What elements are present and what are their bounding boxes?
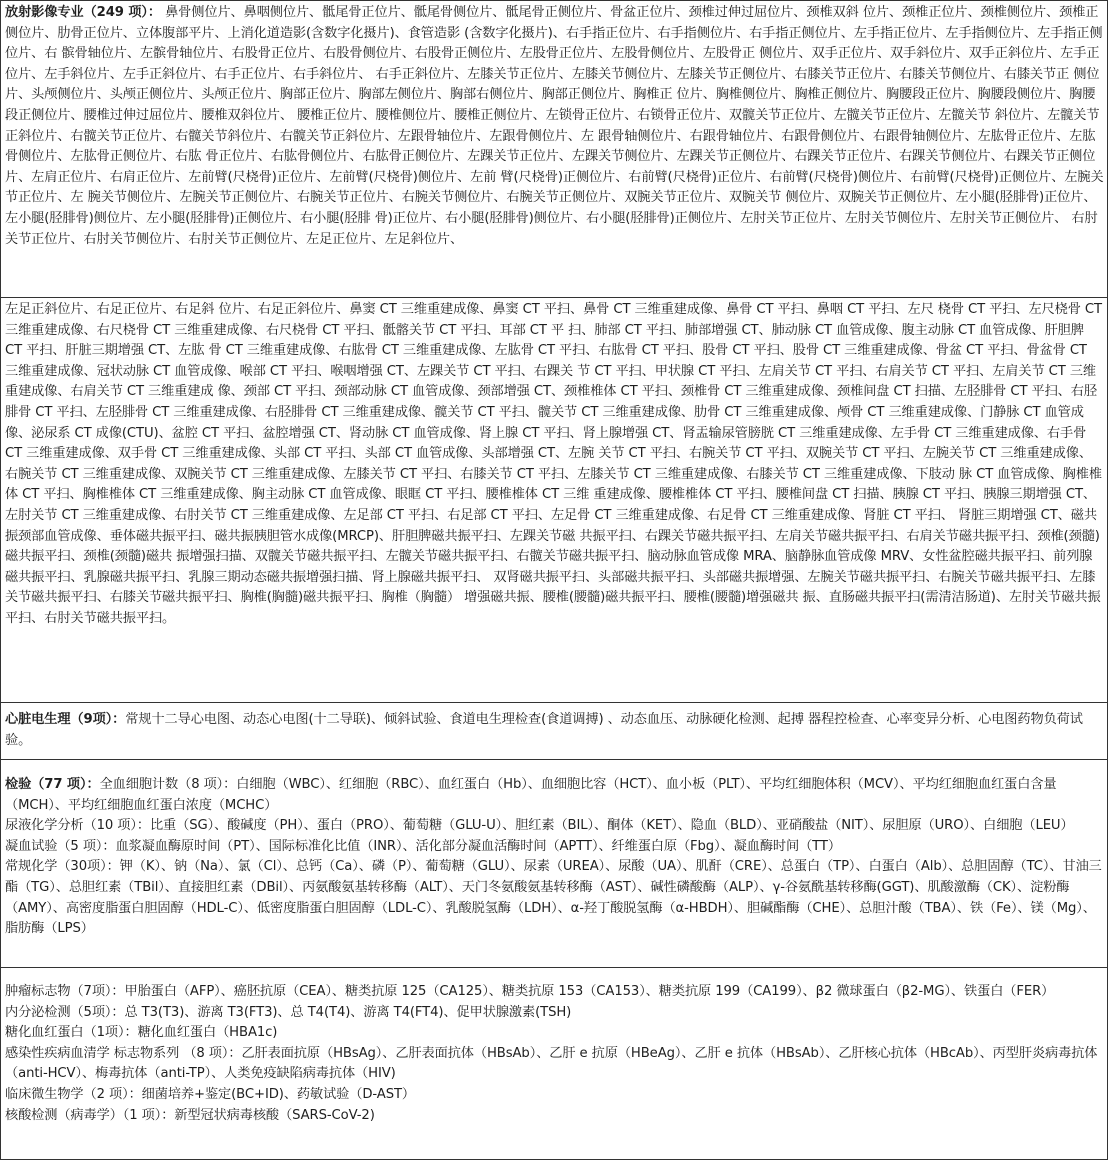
lab-section <box>0 759 1108 967</box>
lab-line-cbc <box>5 775 1104 816</box>
lab-line-coag: 凝血试验（5 项）：血浆凝血酶原时间（PT）、国际标准化比值（INR）、活化部分凝血活酶时间（APTT）、纤维蛋白原（Fbg）、凝血酶时间（TT） <box>5 838 841 854</box>
infection-serology-line: 感染性疾病血清学 标志物系列 （8 项）：乙肝表面抗原（HBsAg）、乙肝表面抗体（HBsAb）、乙肝 e 抗原（HBeAg）、乙肝 e 抗体（HBsAb）、乙肝核心抗体（HBcAb）、丙型肝炎病毒抗体（anti-HCV）、梅毒抗体（anti-TP）、人类免疫缺陷病毒抗体（HIV) <box>5 1045 1098 1082</box>
other-tests-section <box>0 967 1108 1160</box>
radiology-items-part1: 鼻骨侧位片、鼻咽侧位片、骶尾骨正位片、骶尾骨侧位片、骶尾骨正侧位片、骨盆正位片、颈椎过伸过屈位片、颈椎双斜 位片、颈椎正位片、颈椎侧位片、颈椎正侧位片、肋骨正位片、立体腹部平片、上消化道造影(含数字化摄片)、食管造影 (含数字化摄片)、右手指正位片、右手指侧位片、右手指正侧位片、左手指正位片、左手指侧位片、左手指正侧位片、右 髌骨轴位片、左髌骨轴位片、右股骨正位片、右股骨侧位片、右股骨正侧位片、左股骨正位片、左股骨侧位片、左股骨正 侧位片、双手正位片、双手斜位片、双手正斜位片、左手正位片、左手斜位片、左手正斜位片、右手正位片、右手斜位片、 右手正斜位片、左膝关节正位片、左膝关节侧位片、左膝关节正侧位片、右膝关节正位片、右膝关节侧位片、右膝关节正 侧位片、头颅侧位片、头颅正侧位片、头颅正位片、胸部正位片、胸部左侧位片、胸部右侧位片、胸部正侧位片、胸椎正 位片、胸椎侧位片、胸椎正侧位片、胸腰段正位片、胸腰段侧位片、胸腰段正侧位片、腰椎过伸过屈位片、腰椎双斜位片、 腰椎正位片、腰椎侧位片、腰椎正侧位片、左锁骨正位片、右锁骨正位片、双髋关节正位片、左髋关节正位片、左髋关节 斜位片、左髋关节正斜位片、右髋关节正位片、右髋关节斜位片、右髋关节正斜位片、左跟骨轴位片、左跟骨侧位片、左 跟骨轴侧位片、右跟骨轴位片、右跟骨侧位片、右跟骨轴侧位片、左肱骨正位片、左肱骨侧位片、左肱骨正侧位片、右肱 骨正位片、右肱骨侧位片、右肱骨正侧位片、左踝关节正位片、左踝关节侧位片、左踝关节正侧位片、右踝关节正位片、右踝关节侧位片、右踝关节正侧位片、左肩正位片、右肩正位片、左前臂(尺桡骨)正位片、左前臂(尺桡骨)侧位片、左前 臂(尺桡骨)正侧位片、右前臂(尺桡骨)正位片、右前臂(尺桡骨)侧位片、右前臂(尺桡骨)正侧位片、左腕关节正位片、左 腕关节侧位片、左腕关节正侧位片、右腕关节正位片、右腕关节侧位片、右腕关节正侧位片、双腕关节正位片、双腕关节 侧位片、双腕关节正侧位片、左小腿(胫腓骨)正位片、左小腿(胫腓骨)侧位片、左小腿(胫腓骨)正侧位片、右小腿(胫腓 骨)正位片、右小腿(胫腓骨)侧位片、右小腿(胫腓骨)正侧位片、左肘关节正位片、左肘关节侧位片、左肘关节正侧位片、 右肘关节正位片、右肘关节侧位片、右肘关节正侧位片、左足正位片、左足斜位片、 <box>5 5 1104 247</box>
ecg-paragraph <box>5 710 1104 751</box>
radiology-items-part2: 左足正斜位片、右足正位片、右足斜 位片、右足正斜位片、鼻窦 CT 三维重建成像、鼻窦 CT 平扫、鼻骨 CT 三维重建成像、鼻骨 CT 平扫、鼻咽 CT 平扫、左尺 桡骨 CT 平扫、左尺桡骨 CT 三维重建成像、右尺桡骨 CT 三维重建成像、右尺桡骨 CT 平扫、骶髂关节 CT 平扫、耳部 CT 平 扫、肺部 CT 平扫、肺部增强 CT、肺动脉 CT 血管成像、腹主动脉 CT 血管成像、肝胆脾 CT 平扫、肝脏三期增强 CT、左肱 骨 CT 三维重建成像、右肱骨 CT 三维重建成像、左肱骨 CT 平扫、右肱骨 CT 平扫、股骨 CT 平扫、股骨 CT 三维重建成像、骨盆 CT 平扫、骨盆骨 CT 三维重建成像、冠状动脉 CT 血管成像、喉部 CT 平扫、喉咽增强 CT、左踝关节 CT 平扫、右踝关 节 CT 平扫、甲状腺 CT 平扫、左肩关节 CT 平扫、右肩关节 CT 平扫、左肩关节 CT 三维重建成像、右肩关节 CT 三维重建成 像、颈部 CT 平扫、颈部动脉 CT 血管成像、颈部增强 CT、颈椎椎体 CT 平扫、颈椎骨 CT 三维重建成像、颈椎间盘 CT 扫描、左胫腓骨 CT 平扫、右胫腓骨 CT 平扫、左胫腓骨 CT 三维重建成像、右胫腓骨 CT 三维重建成像、髋关节 CT 平扫、髋关节 CT 三维重建成像、肋骨 CT 三维重建成像、颅骨 CT 三维重建成像、门静脉 CT 血管成像、泌尿系 CT 成像(CTU)、盆腔 CT 平扫、盆腔增强 CT、肾动脉 CT 血管成像、肾上腺 CT 平扫、肾上腺增强 CT、肾盂输尿管膀胱 CT 三维重建成像、左手骨 CT 三维重建成像、右手骨 CT 三维重建成像、双手骨 CT 三维重建成像、头部 CT 平扫、头部 CT 血管成像、头部增强 CT、左腕 关节 CT 平扫、右腕关节 CT 平扫、双腕关节 CT 平扫、左腕关节 CT 三维重建成像、右腕关节 CT 三维重建成像、双腕关节 CT 三维重建成像、左膝关节 CT 平扫、右膝关节 CT 平扫、左膝关节 CT 三维重建成像、右膝关节 CT 三维重建成像、下肢动 脉 CT 血管成像、胸椎椎体 CT 平扫、胸椎椎体 CT 三维重建成像、胸主动脉 CT 血管成像、眼眶 CT 平扫、腰椎椎体 CT 三维 重建成像、腰椎椎体 CT 平扫、腰椎间盘 CT 扫描、胰腺 CT 平扫、胰腺三期增强 CT、左肘关节 CT 三维重建成像、右肘关节 CT 三维重建成像、左足部 CT 平扫、右足部 CT 平扫、左足骨 CT 三维重建成像、右足骨 CT 三维重建成像、肾脏 CT 平扫、 肾脏三期增强 CT、磁共振颈部血管成像、垂体磁共振平扫、磁共振胰胆管水成像(MRCP)、肝胆脾磁共振平扫、左踝关节磁 共振平扫、右踝关节磁共振平扫、左肩关节磁共振平扫、右肩关节磁共振平扫、颈椎(颈髓)磁共振平扫、颈椎(颈髓)磁共 振增强扫描、双髋关节磁共振平扫、左髋关节磁共振平扫、右髋关节磁共振平扫、脑动脉血管成像 MRA、脑静脉血管成像 MRV、女性盆腔磁共振平扫、前列腺磁共振平扫、乳腺磁共振平扫、乳腺三期动态磁共振增强扫描、肾上腺磁共振平扫、 双肾磁共振平扫、头部磁共振平扫、头部磁共振增强、左腕关节磁共振平扫、右腕关节磁共振平扫、左膝关节磁共振平扫、右膝关节磁共振平扫、胸椎(胸髓)磁共振平扫、胸椎（胸髓） 增强磁共振、腰椎(腰髓)磁共振平扫、腰椎(腰髓)增强磁共 振、直肠磁共振平扫(需清洁肠道)、左肘关节磁共振平扫、右肘关节磁共振平扫。 <box>5 302 1102 626</box>
ecg-section <box>0 702 1108 759</box>
lab-line-urine: 尿液化学分析（10 项）：比重（SG）、酸碱度（PH）、蛋白（PRO）、葡萄糖（GLU-U）、胆红素（BIL）、酮体（KET）、隐血（BLD）、亚硝酸盐（NIT）、尿胆原（URO）、白细胞（LEU） <box>5 818 1074 834</box>
microbiology-line: 临床微生物学（2 项）：细菌培养+鉴定(BC+ID)、药敏试验（D-AST） <box>5 1086 416 1102</box>
radiology-paragraph-1 <box>5 3 1104 250</box>
ecg-title: 心脏电生理（9项）： <box>5 712 126 727</box>
ecg-items: 常规十二导心电图、动态心电图(十二导联)、倾斜试验、食道电生理检查(食道调搏) 、动态血压、动脉硬化检测、起搏 器程控检查、心率变异分析、心电图药物负荷试验。 <box>5 712 1083 748</box>
radiology-section-part1 <box>0 0 1108 297</box>
lab-title: 检验（77 项）： <box>5 777 100 792</box>
tumor-markers-line: 肿瘤标志物（7项）：甲胎蛋白（AFP）、癌胚抗原（CEA）、糖类抗原 125（CA125）、糖类抗原 153（CA153）、糖类抗原 199（CA199）、β2 微球蛋白（β2-MG）、铁蛋白（FER） <box>5 984 1055 999</box>
lab-line-chem: 常规化学（30项）：钾（K）、钠（Na）、氯（Cl）、总钙（Ca）、磷（P）、葡萄糖（GLU）、尿素（UREA）、尿酸（UA）、肌酐（CRE）、总蛋白（TP）、白蛋白（Alb）、总胆固醇（TC）、甘油三酯（TG）、总胆红素（TBil）、直接胆红素（DBil）、丙氨酸氨基转移酶（ALT）、天门冬氨酸氨基转移酶（AST）、碱性磷酸酶（ALP）、γ-谷氨酰基转移酶(GGT)、肌酸激酶（CK）、淀粉酶（AMY）、高密度脂蛋白胆固醇（HDL-C）、低密度脂蛋白胆固醇（LDL-C）、乳酸脱氢酶（LDH）、α-羟丁酸脱氢酶（α-HBDH）、胆碱酯酶（CHE）、总胆汁酸（TBA）、铁（Fe）、镁（Mg）、脂肪酶（LPS） <box>5 859 1102 937</box>
endocrine-line: 内分泌检测（5项）：总 T3(T3)、游离 T3(FT3)、总 T4(T4)、游离 T4(FT4)、促甲状腺激素(TSH) <box>5 1004 572 1020</box>
radiology-title: 放射影像专业（249 项）： <box>5 5 161 20</box>
lab-cbc-items: 全血细胞计数（8 项）：白细胞（WBC）、红细胞（RBC）、血红蛋白（Hb）、血细胞比容（HCT）、血小板（PLT）、平均红细胞体积（MCV）、平均红细胞血红蛋白含量（MCH）、平均红细胞血红蛋白浓度（MCHC） <box>5 777 1057 813</box>
radiology-section-part2 <box>0 297 1108 702</box>
hba1c-line: 糖化血红蛋白（1项）：糖化血红蛋白（HBA1c) <box>5 1025 278 1041</box>
nucleic-acid-line: 核酸检测（病毒学）（1 项）：新型冠状病毒核酸（SARS-CoV-2) <box>5 1107 375 1123</box>
